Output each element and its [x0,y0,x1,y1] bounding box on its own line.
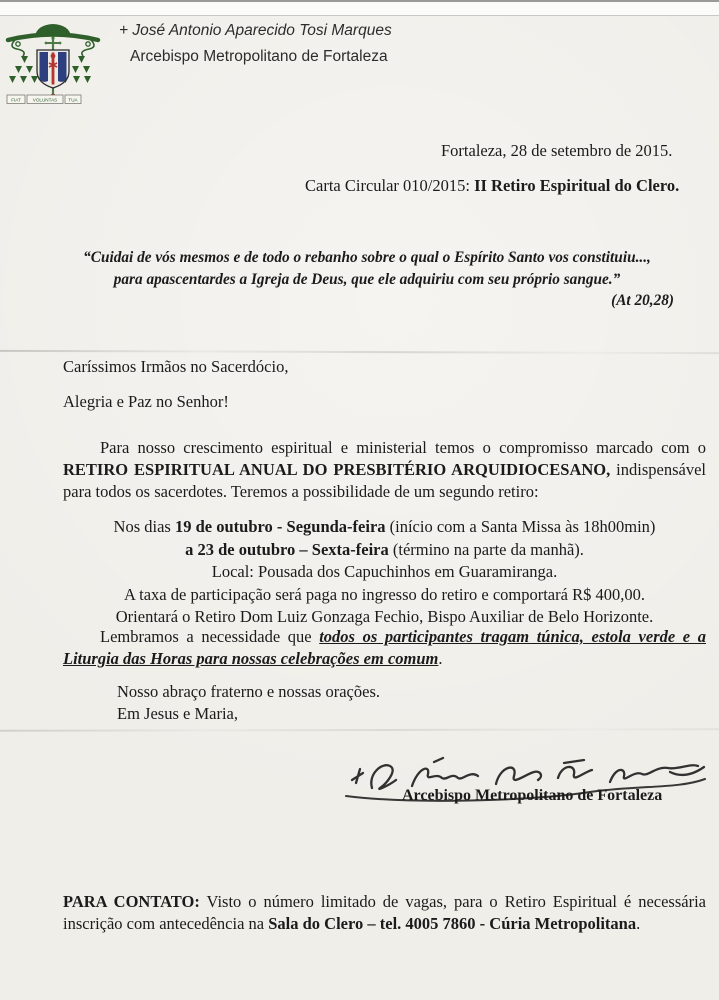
paragraph1-retreat-name: RETIRO ESPIRITUAL ANUAL DO PRESBITÉRIO ARQUIDIOCESANO, [63,459,611,479]
motto-word-voluntas: VOLUNTAS [32,97,58,103]
scanner-top-edge [0,0,719,16]
schedule-location: Local: Pousada dos Capuchinhos em Guaramiranga. [211,562,558,582]
schedule-start-date: 19 de outubro - Segunda-feira [174,517,390,536]
subject-title: II Retiro Espiritual do Clero. [474,176,680,195]
paragraph1-end: indispensável para todos os sacerdotes. Teremos a possibilidade de um segundo retiro: [63,459,706,501]
signature-title: Arcebispo Metropolitano de Fortaleza [402,787,663,804]
motto-word-fiat: FIAT [11,97,21,103]
contact-label: PARA CONTATO: [63,892,200,911]
closing-line-2: Em Jesus e Maria, [117,704,238,723]
dateline: Fortaleza, 28 de setembro de 2015. [441,141,673,160]
contact-end: . [636,914,641,933]
paragraph1-start: Para nosso crescimento espiritual e ministerial temos o compromisso marcado com o [100,438,706,457]
contact-middle: Visto o número limitado de vagas, para o Retiro Espiritual é necessária inscrição com antecedência na [63,892,706,933]
salutation: Caríssimos Irmãos no Sacerdócio, [63,357,289,376]
epigraph-line-2: para apascentardes a Igreja de Deus, que ele adquiriu com seu próprio sangue.” [113,270,621,288]
paragraph-reminder [63,626,706,669]
schedule-line-dates-end [63,539,706,562]
reminder-end: . [438,648,443,668]
archbishop-coat-of-arms-icon [3,23,103,111]
schedule-l1-note: (início com a Santa Missa às 18h00min) [389,517,656,536]
paragraph-contact [63,891,706,935]
greeting: Alegria e Paz no Senhor! [63,392,229,411]
reminder-pre: Lembramos a necessidade que [100,627,320,646]
epigraph-line-1: “Cuidai de vós mesmos e de todo o rebanho sobre o qual o Espírito Santo vos constituiu..., [83,249,651,266]
paragraph-retreat-announcement [63,437,706,502]
letterhead-archbishop-name: + José Antonio Aparecido Tosi Marques [119,22,392,39]
retreat-schedule-block [63,516,706,629]
motto-word-tua: TUA [68,97,78,103]
schedule-preacher: Orientará o Retiro Dom Luiz Gonzaga Fechio, Bispo Auxiliar de Belo Horizonte. [115,607,654,627]
schedule-line-dates-start [63,516,706,539]
schedule-end-date: a 23 de outubro – Sexta-feira [185,539,393,559]
epigraph-reference: (At 20,28) [611,292,674,309]
schedule-l2-note: (término na parte da manhã). [392,539,584,559]
letterhead-archbishop-title: Arcebispo Metropolitano de Fortaleza [130,48,388,65]
closing-line-1: Nosso abraço fraterno e nossas orações. [117,682,380,701]
schedule-fee: A taxa de participação será paga no ingresso do retiro e comportará R$ 400,00. [124,584,645,604]
schedule-l1-pre: Nos dias [113,517,175,536]
subject-prefix: Carta Circular 010/2015: [305,176,475,195]
contact-details: Sala do Clero – tel. 4005 7860 - Cúria Metropolitana [268,914,637,933]
paper-crease-line [0,728,719,732]
subject-line [305,176,679,196]
scripture-epigraph [58,247,676,312]
reminder-emphasis: todos os participantes tragam túnica, estola verde e a Liturgia das Horas para nossas celebrações em comum [63,627,706,668]
paper-crease-line [0,350,719,354]
